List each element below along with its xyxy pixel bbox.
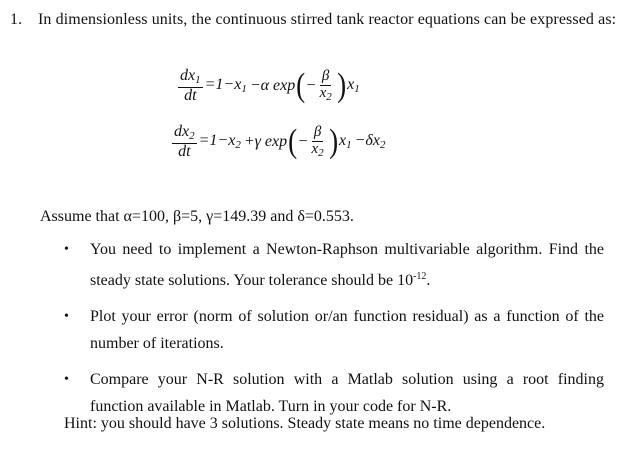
eq1-right-paren: ) [336, 66, 346, 104]
eq1-tail: $x_1$ [347, 76, 360, 96]
eq2-tail2: $-\delta x_2$ [354, 132, 386, 152]
eq1-rhs-b: −α exp [249, 77, 296, 95]
equation-2: $\frac{dx_2}{dt}$ $=1-x_2$ +γ exp ( − $\frac{\beta}{x_2}$ ) $x_1$ $-\delta x_2$ [174, 122, 386, 160]
problem-header [10, 10, 622, 30]
eq2-left-paren: ( [288, 122, 298, 160]
eq2-rhs-b: +γ exp [243, 133, 288, 151]
eq2-tail: $x_1$ [338, 132, 352, 152]
eq2-right-paren: ) [328, 122, 338, 160]
list-item: • Compare your N-R solution with a Matlab solution using a root finding function available in Matlab. Turn in your code for N-R. [64, 366, 604, 420]
list-item: • Plot your error (norm of solution or/an function residual) as a function of the number of iterations. [64, 303, 604, 357]
list-item: • You need to implement a Newton-Raphson multivariable algorithm. Find the steady state solutions. Your tolerance should be $10^{-12}$. [64, 236, 604, 294]
problem-intro: In dimensionless units, the continuous stirred tank reactor equations can be expressed as: [38, 11, 617, 28]
eq2-rhs-a: $=1-x_2$ [198, 132, 241, 152]
eq1-lhs-fraction: $\frac{dx_1}{dt}$ [180, 67, 201, 104]
eq1-left-paren: ( [296, 66, 306, 104]
eq1-exp-fraction: $\frac{\beta}{x_2}$ [319, 68, 332, 103]
eq2-exp-fraction: $\frac{\beta}{x_2}$ [311, 124, 324, 159]
eq2-lhs-fraction: $\frac{dx_2}{dt}$ [174, 123, 195, 160]
hint-text: Hint: you should have 3 solutions. Steady state means no time dependence. [64, 415, 546, 432]
eq1-rhs-a: $=1-x_1$ [204, 76, 247, 96]
bullet-icon: • [64, 309, 69, 324]
problem-statement [10, 10, 622, 30]
problem-number: 1. [10, 11, 22, 28]
task-list [64, 236, 604, 429]
equation-1: $\frac{dx_1}{dt}$ $=1-x_1$ −α exp ( − $\frac{\beta}{x_2}$ ) $x_1$ [180, 66, 360, 104]
assumption-line: Assume that α=100, β=5, γ=149.39 and δ=0.553. [40, 208, 354, 225]
bullet-icon: • [64, 372, 69, 387]
bullet-icon: • [64, 242, 69, 257]
